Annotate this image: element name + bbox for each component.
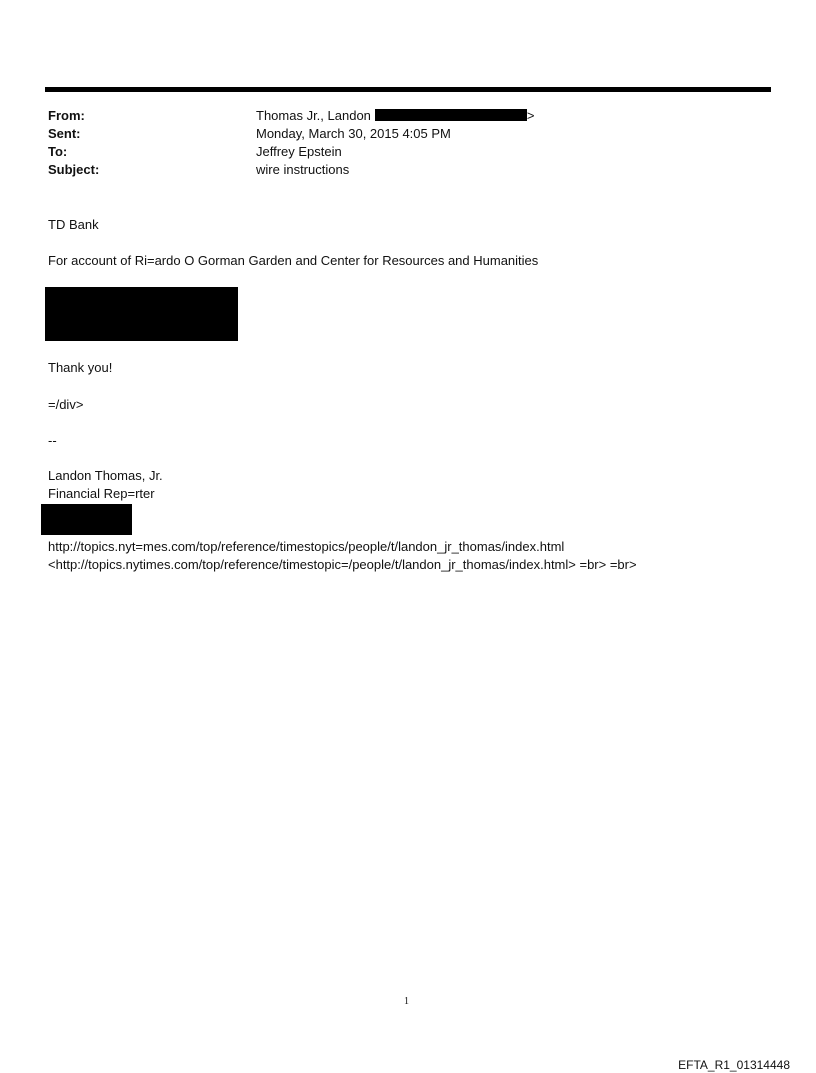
profile-link-alt[interactable]: <http://topics.nytimes.com/top/reference/timestopic=/people/t/landon_jr_thomas/index.html> =br> =br>: [48, 557, 637, 572]
page-number: 1: [404, 996, 409, 1007]
bank-name: TD Bank: [48, 217, 99, 232]
from-name: Thomas Jr., Landon: [256, 108, 371, 123]
signature-title: Financial Rep=rter: [48, 486, 155, 501]
from-value: [256, 107, 535, 125]
subject-label: Subject:: [48, 162, 100, 177]
redaction-email: [375, 109, 527, 121]
sent-row: [48, 125, 748, 143]
signature-separator: --: [48, 433, 57, 448]
bates-number: EFTA_R1_01314448: [678, 1058, 790, 1072]
from-label: From:: [48, 108, 85, 123]
sent-label: Sent:: [48, 126, 81, 141]
from-suffix: >: [526, 108, 535, 123]
redaction-contact: [41, 504, 132, 535]
redaction-account-details: [45, 287, 238, 341]
to-row: [48, 143, 748, 161]
subject-row: [48, 161, 748, 179]
header-rule: [45, 87, 771, 92]
from-row: [48, 107, 748, 125]
subject-value: wire instructions: [256, 162, 350, 177]
email-header: [48, 107, 748, 179]
to-value: Jeffrey Epstein: [256, 144, 342, 159]
account-line: For account of Ri=ardo O Gorman Garden and Center for Resources and Humanities: [48, 253, 539, 268]
signature-name: Landon Thomas, Jr.: [48, 468, 163, 483]
thanks-line: Thank you!: [48, 360, 113, 375]
profile-link[interactable]: http://topics.nyt=mes.com/top/reference/timestopics/people/t/landon_jr_thomas/index.html: [48, 539, 565, 554]
div-tag-line: =/div>: [48, 397, 84, 412]
to-label: To:: [48, 144, 68, 159]
sent-value: Monday, March 30, 2015 4:05 PM: [256, 126, 451, 141]
